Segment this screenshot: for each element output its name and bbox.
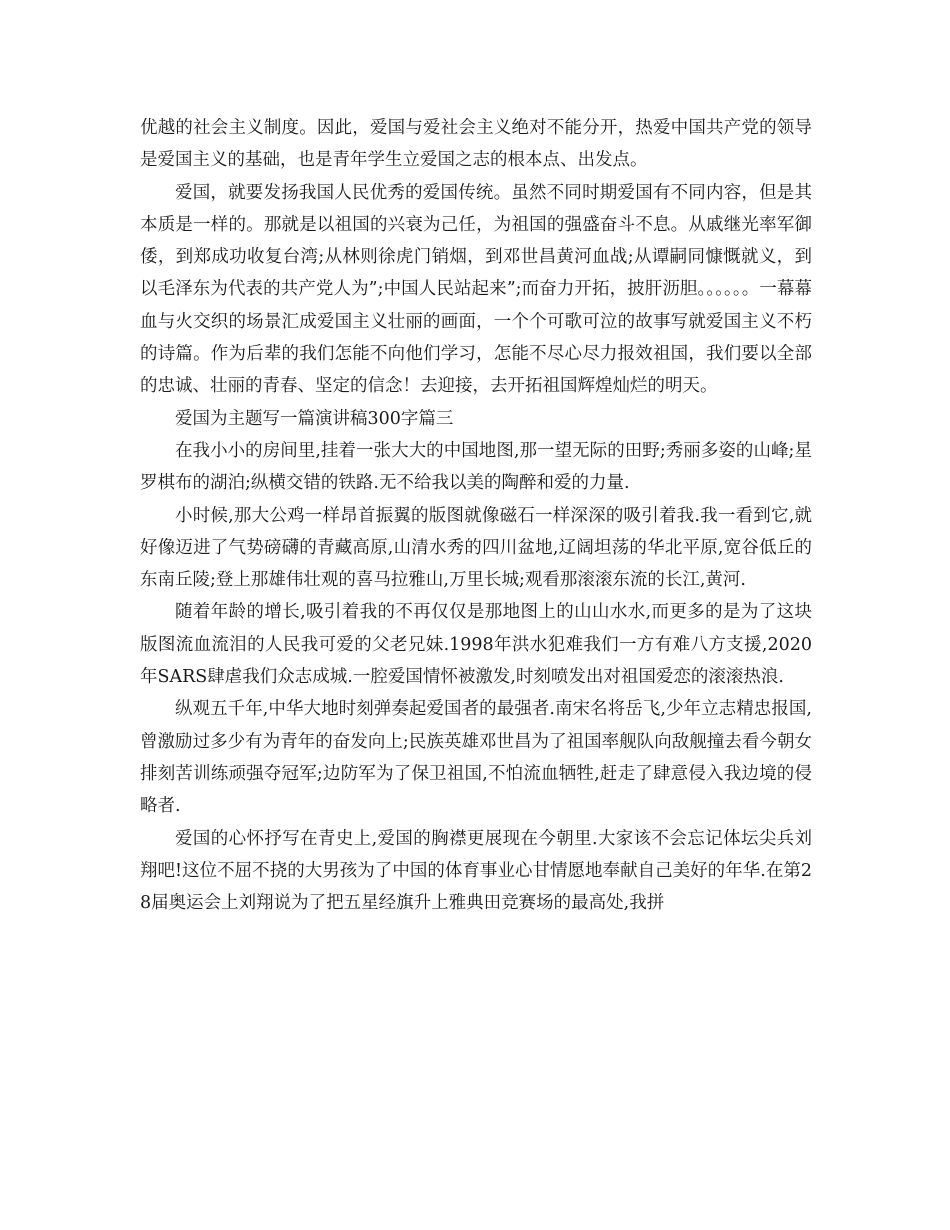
paragraph-4: 小时候,那大公鸡一样昂首振翼的版图就像磁石一样深深的吸引着我.我一看到它,就好像迈进了气势磅礴的青藏高原,山清水秀的四川盆地,辽阔坦荡的华北平原,宽谷低丘的东南丘陵;登上那雄伟壮观的喜马拉雅山,万里长城;观看那滚滚东流的长江,黄河.: [140, 505, 812, 591]
paragraph-7: 爱国的心怀抒写在青史上,爱国的胸襟更展现在今朝里.大家该不会忘记体坛尖兵刘翔吧!这位不屈不挠的大男孩为了中国的体育事业心甘情愿地奉献自己美好的年华.在第28届奥运会上刘翔说为了把五星经旗升上雅典田竞赛场的最高处,我拼: [140, 828, 812, 914]
document-page: [140, 112, 812, 919]
paragraph-5: 随着年龄的增长,吸引着我的不再仅仅是那地图上的山山水水,而更多的是为了这块版图流血流泪的人民我可爱的父老兄妹.1998年洪水犯难我们一方有难八方支援,2020年SARS肆虐我们众志成城.一腔爱国情怀被激发,时刻喷发出对祖国爱恋的滚滚热浪.: [140, 602, 812, 688]
paragraph-3: 在我小小的房间里,挂着一张大大的中国地图,那一望无际的田野;秀丽多姿的山峰;星罗棋布的湖泊;纵横交错的铁路.无不给我以美的陶醉和爱的力量.: [140, 440, 812, 494]
section-heading: 爱国为主题写一篇演讲稿300字篇三: [175, 408, 454, 429]
paragraph-2: 爱国，就要发扬我国人民优秀的爱国传统。虽然不同时期爱国有不同内容，但是其本质是一样的。那就是以祖国的兴衰为己任，为祖国的强盛奋斗不息。从戚继光率军御倭，到郑成功收复台湾;从林则徐虎门销烟，到邓世昌黄河血战;从谭嗣同慷慨就义，到以毛泽东为代表的共产党人为”;中国人民站起来”;而奋力开拓，披肝沥胆。。。。。。一幕幕血与火交织的场景汇成爱国主义壮丽的画面，一个个可歌可泣的故事写就爱国主义不朽的诗篇。作为后辈的我们怎能不向他们学习，怎能不尽心尽力报效祖国，我们要以全部的忠诚、壮丽的青春、坚定的信念！去迎接，去开拓祖国辉煌灿烂的明天。: [140, 182, 812, 397]
paragraph-6: 纵观五千年,中华大地时刻弹奏起爱国者的最强者.南宋名将岳飞,少年立志精忠报国,曾激励过多少有为青年的奋发向上;民族英雄邓世昌为了祖国率舰队向敌舰撞去看今朝女排刻苦训练顽强夺冠军;边防军为了保卫祖国,不怕流血牺牲,赶走了肆意侵入我边境的侵略者.: [140, 699, 812, 817]
paragraph-1: 优越的社会主义制度。因此，爱国与爱社会主义绝对不能分开，热爱中国共产党的领导是爱国主义的基础，也是青年学生立爱国之志的根本点、出发点。: [140, 118, 812, 171]
